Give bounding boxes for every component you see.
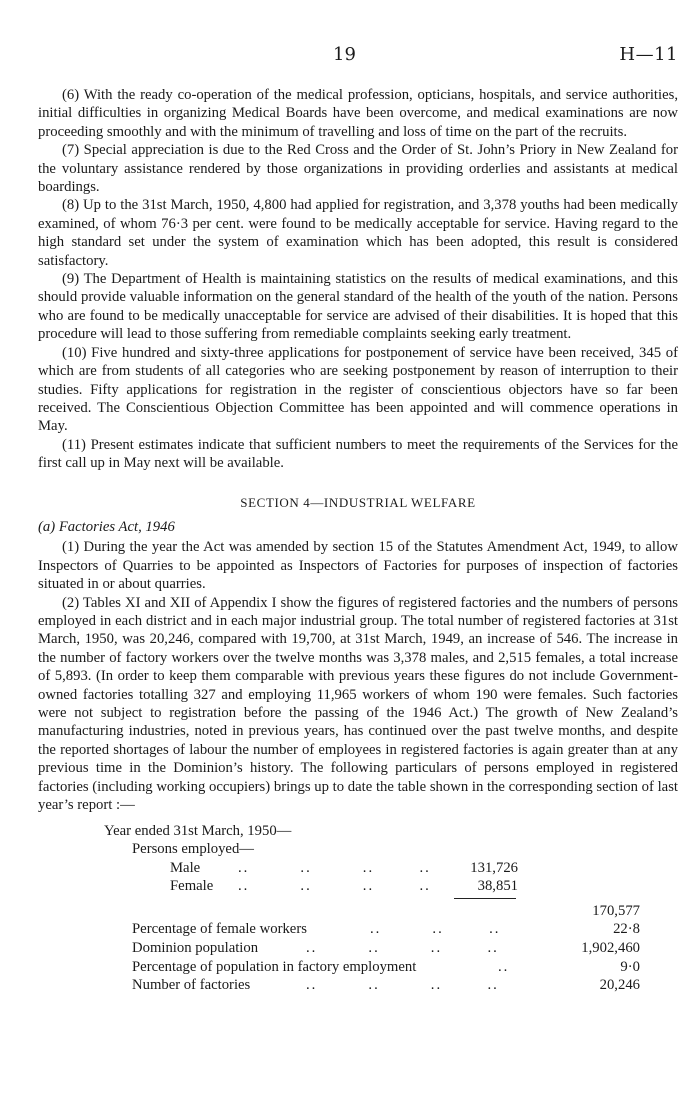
stats-total-value: 170,577 — [592, 903, 640, 920]
sub-heading-label: (a) — [38, 518, 56, 535]
stats-dominion-label: Dominion population — [132, 940, 259, 957]
stats-pct-female-label: Percentage of female workers — [132, 921, 307, 938]
section-paragraph-2: (2) Tables XI and XII of Appendix I show the figures of registered factories and the numbers of persons employed in each district and in each major industrial group. The total number of registered factories at 31st March, 1950, was 20,246, compared with 19,700, at 31st March, 1949, an increase of 546. The increase in the number of factory workers over the twelve months was 3,378 males, and 2,515 females, a total increase of 5,893. (In order to keep them comparable with previous years these figures do not include Government-owned factories totalling 327 and employing 11,965 workers of whom 190 were females. Such factories were not subject to registration before the passing of the 1946 Act.) The growth of New Zealand’s manufacturing industries, noted in previous years, has continued over the past twelve months, and despite the reported shortages of labour the number of employees in registered factories is again greater than at any previous time in the Dominion’s history. The following particulars of persons employed in registered factories (including working occupiers) brings up to date the table shown in the corresponding section of last year’s report :— — [38, 594, 678, 814]
stats-factories-label: Number of factories — [132, 977, 251, 994]
paragraph-7: (7) Special appreciation is due to the Red Cross and the Order of St. John’s Priory in New Zealand for the voluntary assistance rendered by those organizations in providing orderlies and assistants at medical boardings. — [38, 142, 678, 196]
dot-leader: .. .. .. .. — [238, 878, 431, 895]
stats-female-label: Female — [170, 878, 214, 895]
stats-female-value: 38,851 — [477, 878, 518, 895]
stats-pct-factory-value: 9·0 — [620, 959, 640, 976]
stats-pct-factory-label: Percentage of population in factory employment — [132, 959, 417, 976]
dot-leader: .. .. .. .. — [238, 860, 431, 877]
dot-leader: .. — [498, 959, 510, 976]
document-reference: H—11 — [619, 44, 678, 65]
dot-leader: .. .. .. .. — [306, 940, 499, 957]
paragraph-6: (6) With the ready co-operation of the medical profession, opticians, hospitals, and service authorities, initial difficulties in organizing Medical Boards have been overcome, and medical examinations are now proceeding smoothly and with the minimum of travelling and loss of time on the part of the recruits. — [38, 87, 678, 140]
paragraph-9: (9) The Department of Health is maintaining statistics on the results of medical examinations, and this should provide valuable information on the general standard of the health of the youth of the nation. Persons who are found to be medically unacceptable for service are advised of their disabilities. It is hoped that this procedure will lead to those suffering from remediable complaints seeking early treatment. — [38, 271, 678, 343]
stats-male-label: Male — [170, 860, 201, 877]
dot-leader: .. .. .. .. — [306, 977, 499, 994]
document-body — [38, 86, 678, 1022]
sub-heading — [38, 518, 678, 536]
stats-factories-value: 20,246 — [599, 977, 640, 994]
stats-year-label: Year ended 31st March, 1950— — [104, 823, 292, 840]
stats-dominion-value: 1,902,460 — [581, 940, 640, 957]
paragraph-10: (10) Five hundred and sixty-three applications for postponement of service have been received, 345 of which are from students of all categories who are seeking postponement by reason of interruption to their studies. Fifty applications for registration in the register of conscientious objectors have so far been received. The Conscientious Objection Committee has been appointed and will commence operations in May. — [38, 344, 678, 435]
paragraph-8: (8) Up to the 31st March, 1950, 4,800 had applied for registration, and 3,378 youths had been medically examined, of whom 76·3 per cent. were found to be medically acceptable for service. Having regard to the high standard set under the system of examination which has been adopted, this result is considered satisfactory. — [38, 197, 678, 269]
section-heading: SECTION 4—INDUSTRIAL WELFARE — [240, 494, 476, 510]
page-number: 19 — [333, 44, 356, 65]
section-paragraph-1: (1) During the year the Act was amended by section 15 of the Statutes Amendment Act, 1949, to allow Inspectors of Quarries to be appointed as Inspectors of Factories for purposes of inspection of factories situated in or about quarries. — [38, 539, 678, 593]
sub-heading-title: Factories Act, 1946 — [58, 518, 175, 535]
paragraph-11: (11) Present estimates indicate that sufficient numbers to meet the requirements of the Services for the first call up in May next will be available. — [38, 436, 678, 472]
stats-persons-label: Persons employed— — [132, 841, 254, 858]
stats-pct-female-value: 22·8 — [613, 921, 640, 938]
subtotal-rule — [454, 898, 516, 899]
dot-leader: .. .. .. — [370, 921, 501, 938]
stats-male-value: 131,726 — [470, 860, 518, 877]
statistics-table — [38, 822, 678, 1022]
